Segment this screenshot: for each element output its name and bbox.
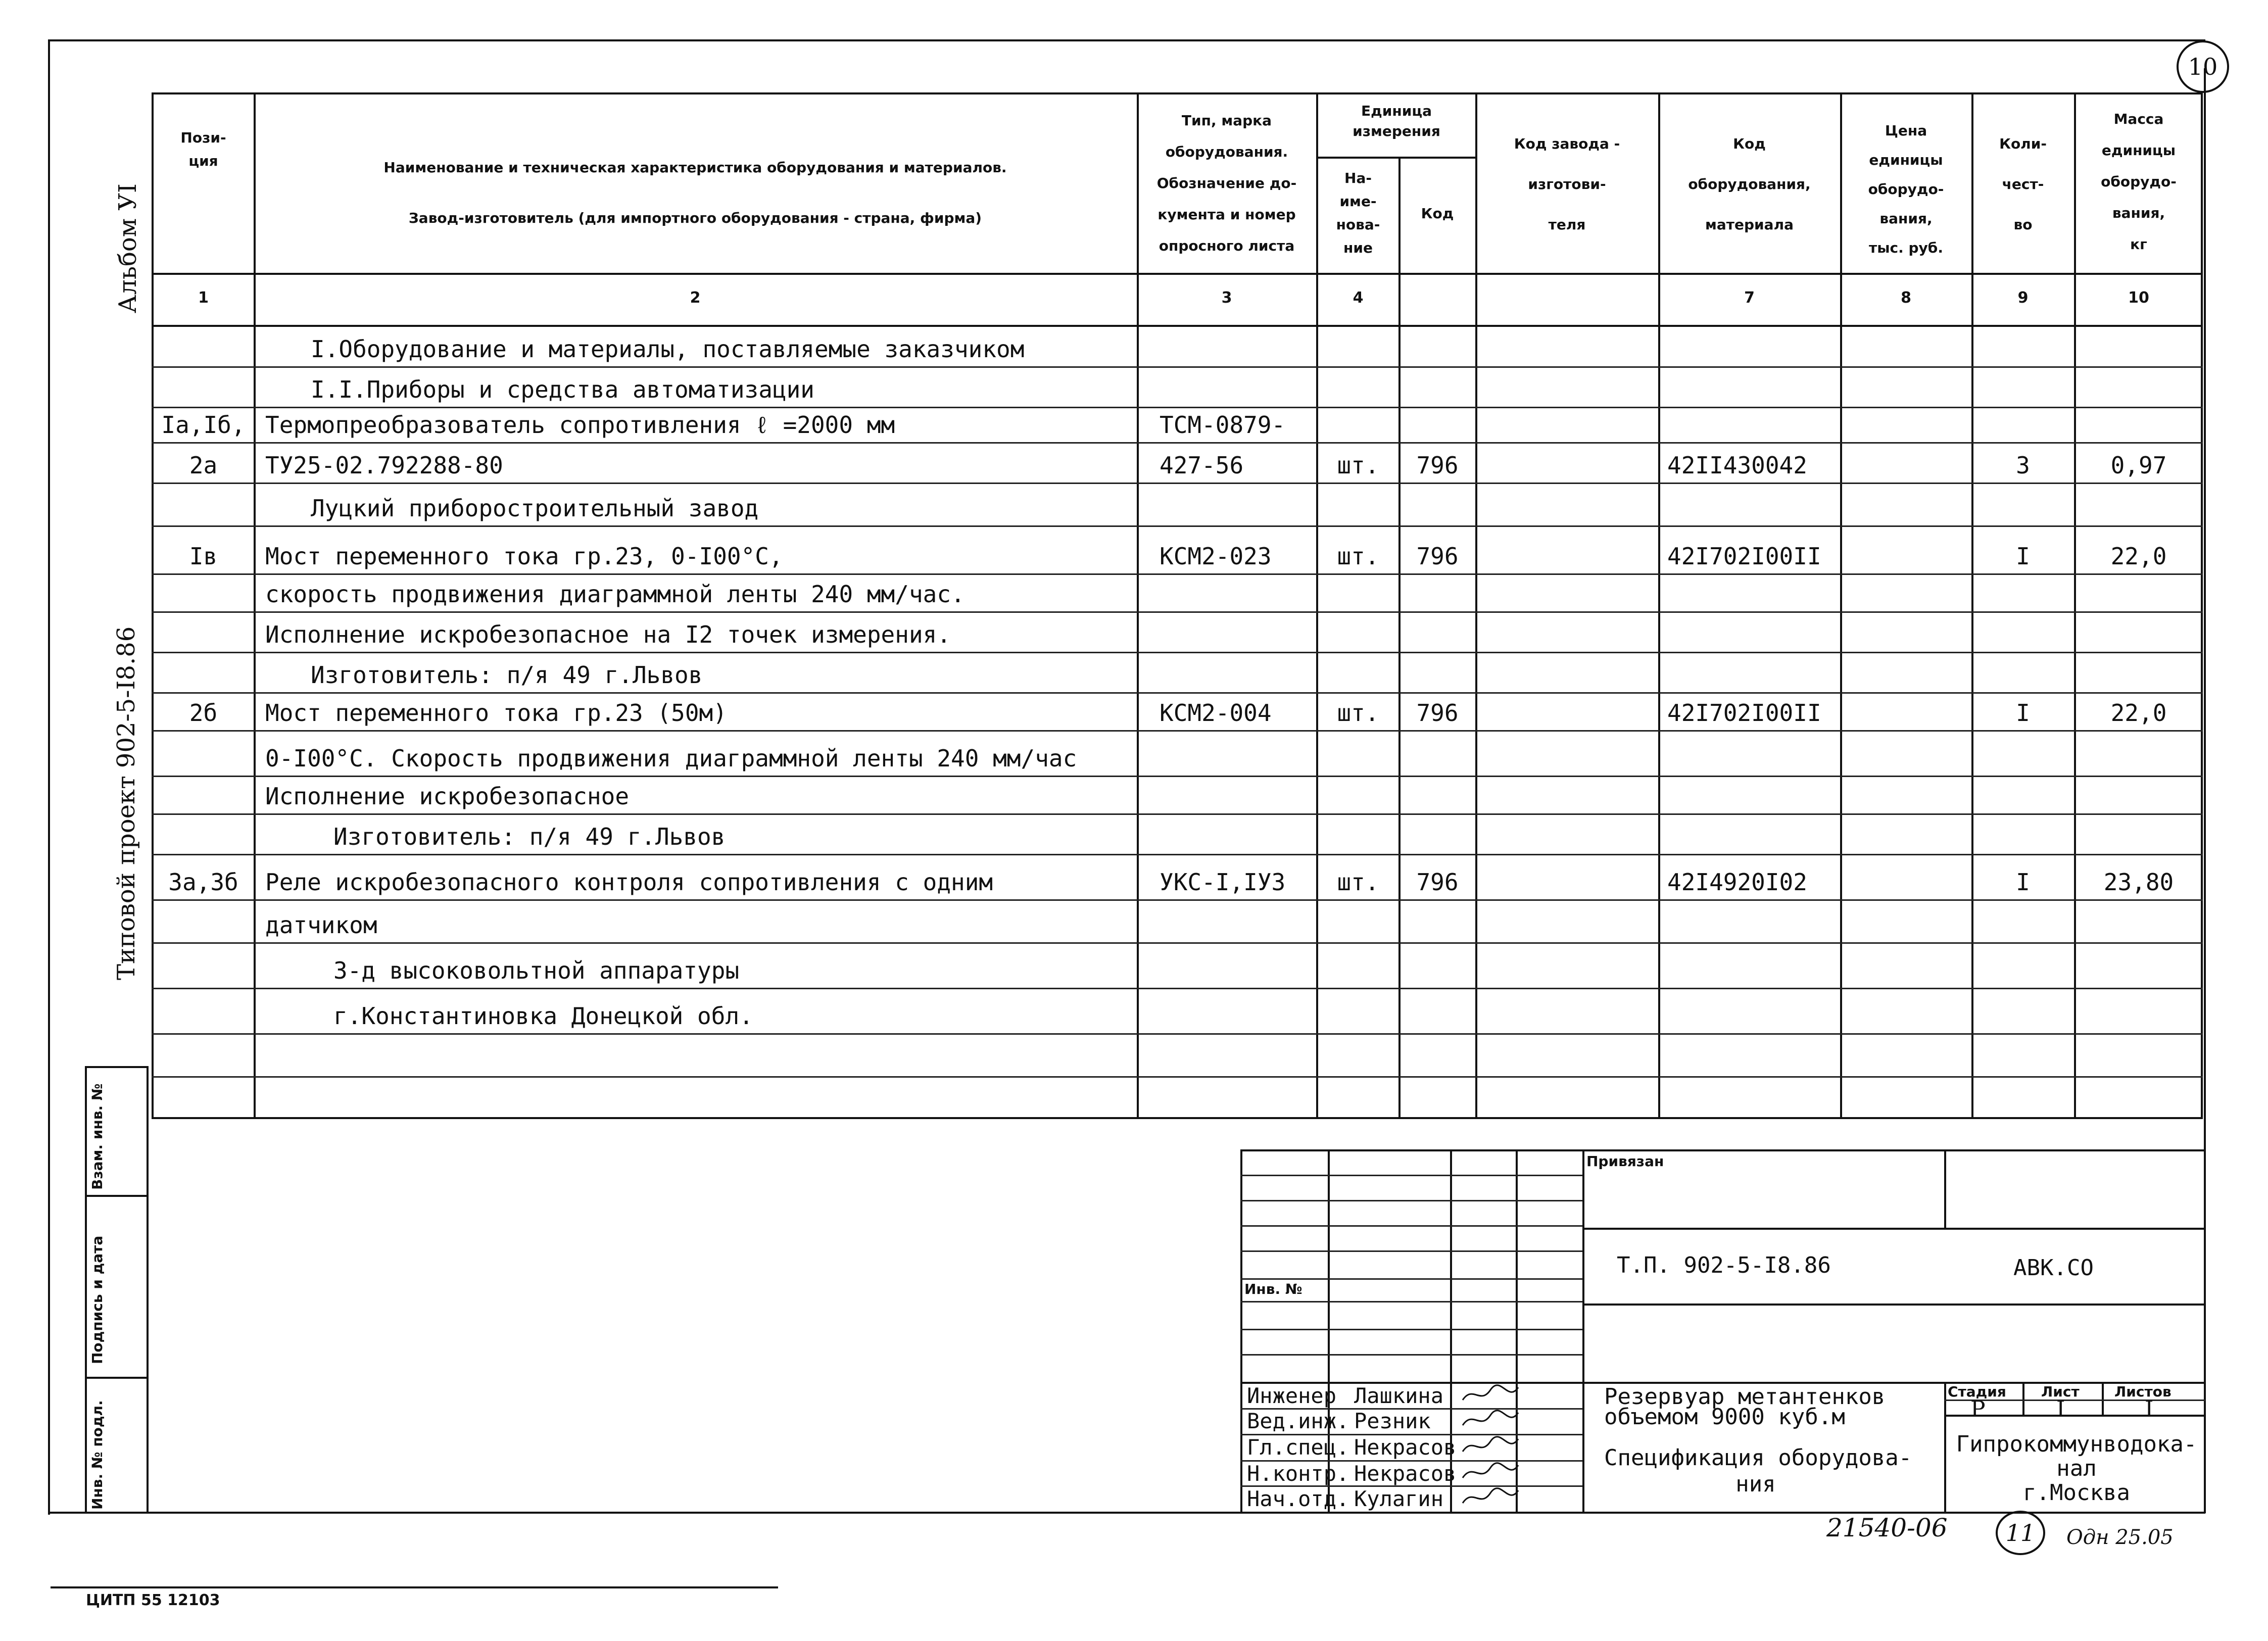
stamp-row-5 xyxy=(1240,1278,1582,1280)
row-unit: шт. xyxy=(1337,699,1379,727)
print-code: ЦИТП 55 12103 xyxy=(86,1591,220,1609)
stamp-title-spec: Спецификация оборудова- ния xyxy=(1604,1445,1912,1497)
hdr-quantity: Коли- чест- во xyxy=(1999,135,2047,233)
print-line xyxy=(51,1586,778,1588)
stamp-row-4 xyxy=(1240,1250,1582,1252)
col-line-8 xyxy=(1971,92,1973,1119)
col-numbers-bottom xyxy=(152,325,2203,327)
sheet-number: 10 xyxy=(2177,40,2229,93)
side-strip-line-2 xyxy=(147,1066,149,1513)
row-unit: шт. xyxy=(1337,543,1379,570)
row-separator xyxy=(152,611,2203,613)
circled-number: 11 xyxy=(1996,1511,2045,1555)
stamp-stage-left xyxy=(1944,1382,1946,1513)
row-type: ТСМ-0879- xyxy=(1160,411,1286,439)
row-separator xyxy=(152,407,2203,408)
stamp-stage-value: Р xyxy=(1970,1396,1986,1422)
row-type: КСМ2-023 xyxy=(1160,543,1272,570)
stamp-col-4 xyxy=(1582,1149,1584,1513)
stamp-privyazan-split xyxy=(1944,1149,1946,1228)
handwritten-note: Одн 25.05 xyxy=(2066,1526,2174,1549)
row-name: I.I.Приборы и средства автоматизации xyxy=(311,376,814,403)
col-number-2: 2 xyxy=(690,289,701,307)
row-name: Термопреобразователь сопротивления ℓ =2000 мм xyxy=(265,411,895,439)
top-border-left xyxy=(48,39,897,41)
signer-name: Кулагин xyxy=(1354,1486,1444,1511)
stamp-title-object: Резервуар метантенков объемом 9000 куб.м xyxy=(1604,1384,1886,1430)
row-quantity: I xyxy=(2016,868,2030,896)
row-unit: шт. xyxy=(1337,452,1379,479)
row-name: I.Оборудование и материалы, поставляемые заказчиком xyxy=(311,335,1025,363)
row-unit-code: 796 xyxy=(1416,452,1459,479)
hdr-factory-code: Код завода - изготови- теля xyxy=(1514,135,1620,233)
row-separator xyxy=(152,776,2203,777)
row-position: 2а xyxy=(189,452,218,479)
col-line-5 xyxy=(1475,92,1477,1119)
col-line-1 xyxy=(254,92,256,1119)
col-number-9: 9 xyxy=(2017,289,2029,307)
hdr-name: Наименование и техническая характеристика оборудования и материалов. Завод-изготовитель (для импортного оборудования - страна, фирма) xyxy=(383,159,1007,226)
row-quantity: I xyxy=(2016,699,2030,727)
hdr-price: Цена единицы оборудо- вания, тыс. руб. xyxy=(1868,122,1944,256)
signer-role: Инженер xyxy=(1247,1383,1337,1408)
stamp-doc-code: Т.П. 902-5-I8.86 xyxy=(1617,1252,1831,1278)
row-name: Изготовитель: п/я 49 г.Львов xyxy=(311,661,703,689)
row-name: Исполнение искробезопасное на I2 точек измерения. xyxy=(265,621,951,648)
signer-role: Вед.инж. xyxy=(1247,1409,1349,1433)
row-separator xyxy=(152,652,2203,653)
stamp-sheet-value: I xyxy=(2056,1396,2065,1422)
row-separator xyxy=(152,1076,2203,1078)
row-name: Исполнение искробезопасное xyxy=(265,783,630,810)
row-name: З-д высоковольтной аппаратуры xyxy=(333,957,740,984)
row-position: Iв xyxy=(189,543,218,570)
stamp-privyazan: Привязан xyxy=(1586,1153,1664,1170)
hdr-type: Тип, марка оборудования. Обозначение до- кумента и номер опросного листа xyxy=(1156,112,1297,254)
signature-mark xyxy=(1460,1408,1521,1433)
hdr-unit: Единица измерения xyxy=(1353,103,1440,139)
col-number-7: 7 xyxy=(1744,289,1755,307)
stamp-stage-split-2 xyxy=(2102,1382,2104,1415)
row-name: Реле искробезопасного контроля сопротивления с одним xyxy=(265,868,993,896)
col-line-4 xyxy=(1398,157,1401,1119)
stamp-stage-label: Стадия xyxy=(1948,1383,2006,1400)
stamp-row-7 xyxy=(1240,1329,1582,1330)
row-mass: 0,97 xyxy=(2110,452,2167,479)
col-line-6 xyxy=(1658,92,1660,1119)
stamp-sheets-value: I xyxy=(2145,1396,2154,1422)
row-type: КСМ2-004 xyxy=(1160,699,1272,727)
top-border-right xyxy=(894,39,2205,41)
signer-name: Лашкина xyxy=(1354,1383,1444,1408)
stamp-sheets-label: Листов xyxy=(2114,1383,2172,1400)
row-name: Мост переменного тока гр.23, 0-I00°С, xyxy=(265,543,783,570)
vzam-inv-label: Взам. инв. № xyxy=(89,1083,106,1190)
stamp-line-code-bottom xyxy=(1582,1304,2205,1306)
row-separator xyxy=(152,366,2203,368)
row-separator xyxy=(152,730,2203,732)
row-mass: 23,80 xyxy=(2103,868,2174,896)
row-equipment-code: 42II430042 xyxy=(1667,452,1807,479)
unit-header-split xyxy=(1316,157,1476,159)
row-unit: шт. xyxy=(1337,868,1379,896)
side-strip-div-2 xyxy=(85,1377,148,1379)
order-number: 21540-06 xyxy=(1826,1513,1948,1542)
row-name: Мост переменного тока гр.23 (50м) xyxy=(265,699,727,727)
stamp-row-1 xyxy=(1240,1175,1582,1176)
hdr-equipment-code: Код оборудования, материала xyxy=(1688,135,1811,233)
row-quantity: I xyxy=(2016,543,2030,570)
row-separator xyxy=(152,1033,2203,1035)
signature-mark xyxy=(1460,1460,1521,1485)
signer-name: Некрасов xyxy=(1354,1461,1457,1486)
hdr-unit-name: На- име- нова- ние xyxy=(1336,170,1380,256)
row-separator xyxy=(152,899,2203,901)
signer-role: Н.контр. xyxy=(1247,1461,1349,1486)
stamp-row-8 xyxy=(1240,1354,1582,1356)
album-label: Альбом УI xyxy=(114,183,142,313)
row-separator xyxy=(152,482,2203,484)
hdr-unit-code: Код xyxy=(1421,205,1454,222)
row-unit-code: 796 xyxy=(1416,543,1459,570)
row-separator xyxy=(152,525,2203,527)
row-position: 3а,3б xyxy=(168,868,238,896)
side-strip-div-1 xyxy=(85,1195,148,1197)
stamp-row-2 xyxy=(1240,1200,1582,1201)
header-bottom xyxy=(152,273,2203,275)
col-number-4: 4 xyxy=(1353,289,1364,307)
signer-role: Гл.спец. xyxy=(1247,1435,1349,1460)
col-number-10: 10 xyxy=(2128,289,2149,307)
left-border xyxy=(48,39,50,1515)
hdr-position: Пози- ция xyxy=(180,129,226,169)
row-separator xyxy=(152,692,2203,694)
row-quantity: 3 xyxy=(2016,452,2030,479)
stamp-organization: Гипрокоммунводока- нал г.Москва xyxy=(1956,1431,2197,1506)
row-mass: 22,0 xyxy=(2110,543,2167,570)
inv-no-label: Инв. № подл. xyxy=(89,1400,106,1510)
row-separator xyxy=(152,573,2203,575)
hdr-mass: Масса единицы оборудо- вания, кг xyxy=(2101,111,2177,253)
side-strip-line-1 xyxy=(85,1066,87,1513)
col-number-8: 8 xyxy=(1901,289,1911,307)
stamp-mark: АВК.СО xyxy=(2013,1255,2094,1281)
stamp-sheet-label: Лист xyxy=(2041,1383,2080,1400)
row-type: 427-56 xyxy=(1160,452,1244,479)
stamp-row-6 xyxy=(1240,1301,1582,1302)
signature-mark xyxy=(1460,1485,1521,1511)
row-name: г.Константиновка Донецкой обл. xyxy=(333,1002,753,1030)
signature-mark xyxy=(1460,1382,1521,1408)
row-unit-code: 796 xyxy=(1416,699,1459,727)
stamp-inv-no: Инв. № xyxy=(1244,1281,1302,1297)
row-position: 2б xyxy=(189,699,218,727)
row-equipment-code: 42I702I00II xyxy=(1667,699,1821,727)
col-number-1: 1 xyxy=(198,289,209,307)
signer-role: Нач.отд. xyxy=(1247,1486,1349,1511)
row-unit-code: 796 xyxy=(1416,868,1459,896)
row-equipment-code: 42I4920I02 xyxy=(1667,868,1807,896)
project-label: Типовой проект 902-5-I8.86 xyxy=(112,626,140,980)
row-separator xyxy=(152,442,2203,444)
signer-name: Некрасов xyxy=(1354,1435,1457,1460)
row-equipment-code: 42I702I00II xyxy=(1667,543,1821,570)
row-separator xyxy=(152,854,2203,855)
side-strip-top xyxy=(85,1066,148,1068)
sign-date-label: Подпись и дата xyxy=(89,1235,106,1364)
signer-name: Резник xyxy=(1354,1409,1431,1433)
row-type: УКС-I,IУ3 xyxy=(1160,868,1286,896)
row-position: Iа,Iб, xyxy=(161,411,246,439)
signature-mark xyxy=(1460,1434,1521,1459)
row-name: Изготовитель: п/я 49 г.Львов xyxy=(333,823,726,850)
row-name: 0-I00°С. Скорость продвижения диаграммной ленты 240 мм/час xyxy=(265,745,1077,772)
stamp-line-code-top xyxy=(1582,1228,2205,1230)
row-name: ТУ25-02.792288-80 xyxy=(265,452,503,479)
col-number-3: 3 xyxy=(1221,289,1232,307)
stamp-row-3 xyxy=(1240,1225,1582,1227)
row-name: датчиком xyxy=(265,911,377,939)
row-separator xyxy=(152,813,2203,815)
row-separator xyxy=(152,988,2203,989)
row-mass: 22,0 xyxy=(2110,699,2167,727)
stamp-stage-split-1 xyxy=(2022,1382,2024,1415)
row-name: скорость продвижения диаграммной ленты 240 мм/час. xyxy=(265,581,965,608)
row-name: Луцкий приборостроительный завод xyxy=(311,495,759,522)
row-separator xyxy=(152,942,2203,944)
